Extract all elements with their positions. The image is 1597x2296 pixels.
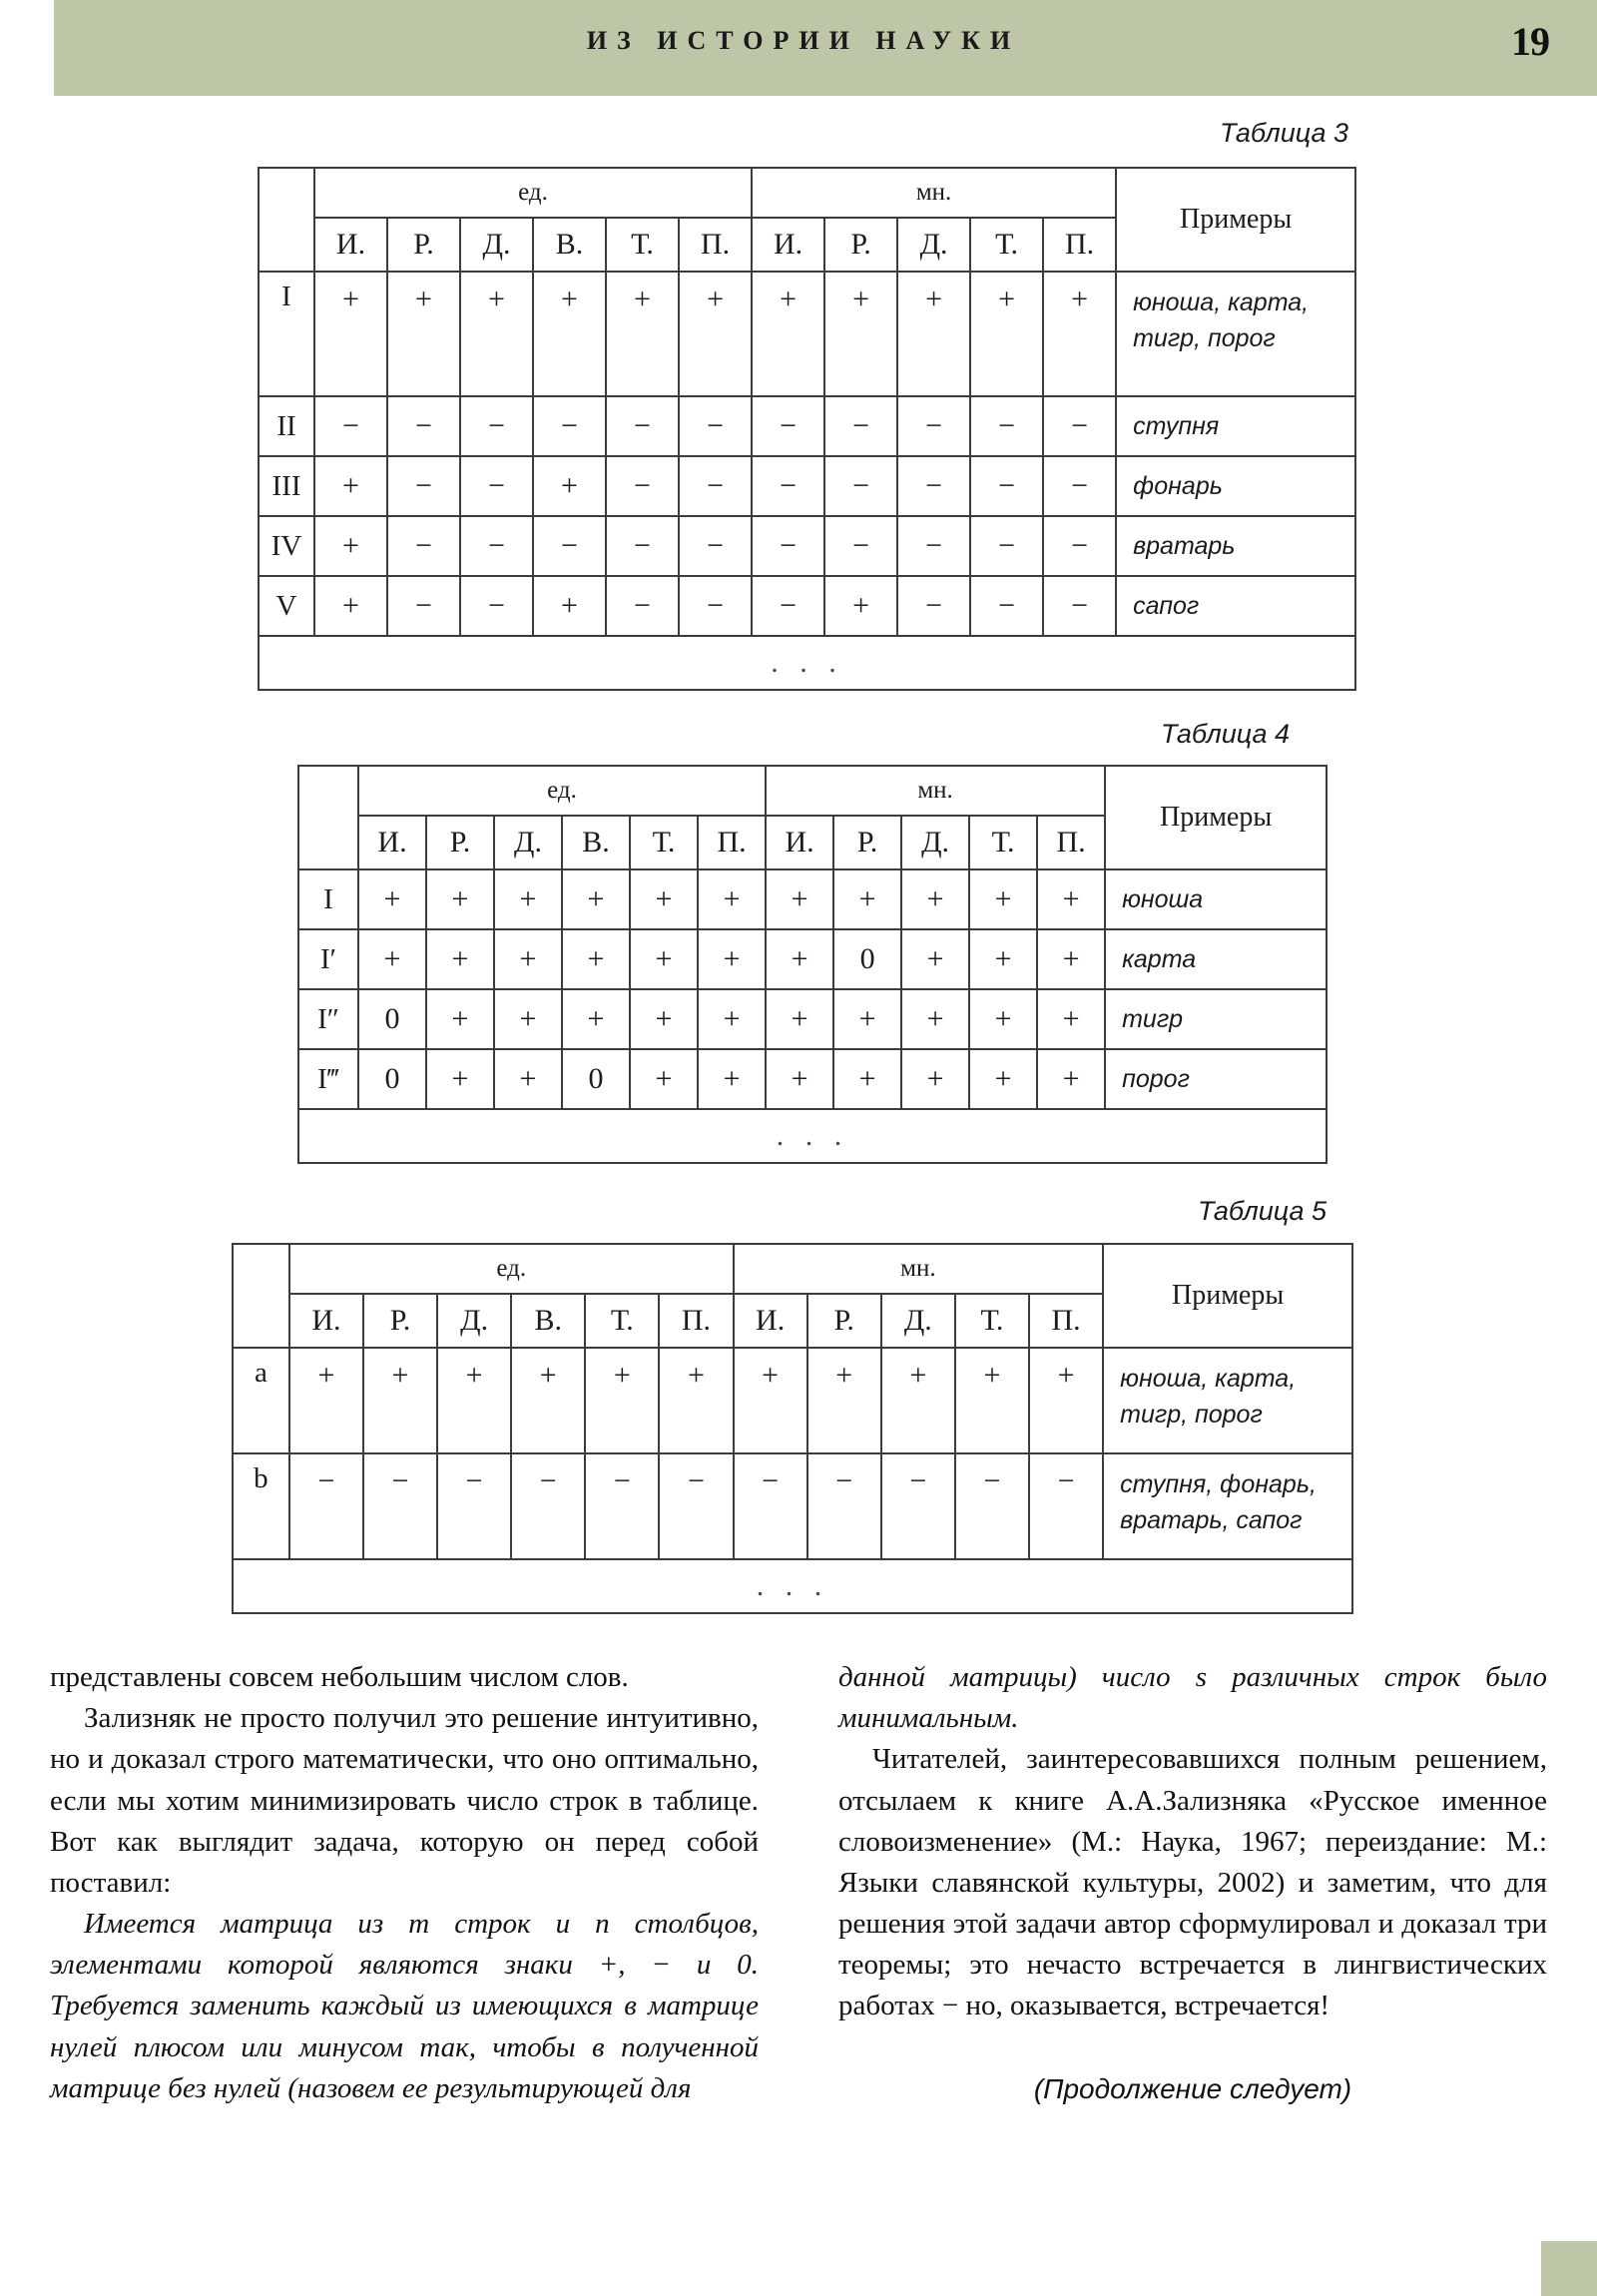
cell-value: +	[901, 1049, 969, 1109]
case-header-sg-2: Д.	[494, 816, 562, 869]
case-header-sg-2: Д.	[460, 218, 533, 272]
cell-value: −	[881, 1453, 955, 1559]
cell-value: +	[533, 272, 606, 396]
case-header-sg-3: В.	[562, 816, 630, 869]
case-header-pl-2: Д.	[881, 1294, 955, 1348]
cell-value: +	[1037, 989, 1105, 1049]
right-paragraph-0: данной матрицы) число s различных строк было минимальным.	[838, 1661, 1547, 1735]
cell-value: −	[679, 396, 752, 456]
cell-value: −	[897, 396, 970, 456]
table-row	[259, 576, 1355, 636]
cell-value: −	[679, 576, 752, 636]
table-4-caption: Таблица 4	[1161, 719, 1291, 749]
row-label-corner-cell	[259, 168, 314, 272]
cell-value: +	[630, 869, 698, 929]
cell-value: −	[824, 516, 897, 576]
ellipsis-cell: . . .	[298, 1109, 1327, 1163]
cell-value: +	[824, 576, 897, 636]
cell-value: −	[1043, 576, 1116, 636]
cell-value: +	[698, 869, 766, 929]
table-group-header-row	[233, 1244, 1352, 1294]
examples-header-cell: Примеры	[1105, 766, 1327, 869]
cell-value: +	[358, 869, 426, 929]
table-row	[298, 989, 1327, 1049]
cell-value: +	[659, 1348, 733, 1453]
cell-value: −	[387, 516, 460, 576]
cell-value: −	[970, 456, 1043, 516]
cell-value: −	[970, 576, 1043, 636]
row-label: V	[259, 576, 314, 636]
case-header-pl-0: И.	[752, 218, 824, 272]
cell-value: −	[606, 456, 679, 516]
cell-value: +	[766, 929, 833, 989]
page-title: ИЗ ИСТОРИИ НАУКИ	[586, 26, 1021, 55]
ellipsis-cell: . . .	[259, 636, 1355, 690]
cell-value: −	[897, 456, 970, 516]
case-header-sg-0: И.	[314, 218, 387, 272]
cell-value: +	[897, 272, 970, 396]
right-paragraph-2: (Продолжение следует)	[1033, 2072, 1352, 2104]
body-right-column	[838, 1657, 1547, 2108]
case-header-pl-4: П.	[1029, 1294, 1103, 1348]
cell-value: +	[562, 869, 630, 929]
cell-value: +	[752, 272, 824, 396]
table-ellipsis-row	[233, 1559, 1352, 1613]
row-label: I	[259, 272, 314, 396]
case-header-sg-1: Р.	[363, 1294, 437, 1348]
cell-value: −	[289, 1453, 363, 1559]
table-row	[233, 1348, 1352, 1453]
case-header-pl-1: Р.	[824, 218, 897, 272]
cell-value: −	[970, 516, 1043, 576]
table-row	[298, 869, 1327, 929]
table-row	[259, 516, 1355, 576]
cell-value: +	[901, 989, 969, 1049]
cell-value: −	[752, 576, 824, 636]
cell-value: +	[511, 1348, 585, 1453]
table-row	[298, 929, 1327, 989]
cell-value: +	[1029, 1348, 1103, 1453]
cell-value: +	[494, 929, 562, 989]
table-5-caption: Таблица 5	[1198, 1196, 1328, 1226]
row-examples: юноша, карта, тигр, порог	[1116, 272, 1355, 396]
row-label: III	[259, 456, 314, 516]
ellipsis-cell: . . .	[233, 1559, 1352, 1613]
case-header-pl-4: П.	[1037, 816, 1105, 869]
cell-value: 0	[358, 1049, 426, 1109]
cell-value: −	[533, 516, 606, 576]
cell-value: +	[314, 456, 387, 516]
cell-value: −	[897, 576, 970, 636]
cell-value: −	[752, 396, 824, 456]
cell-value: +	[387, 272, 460, 396]
right-paragraph-1: Читателей, заинтересовавшихся полным решением, отсылаем к книге А.А.Зализняка «Русское именное словоизменение» (М.: Наука, 1967; переиздание: М.: Языки славянской культуры, 2002) и заметим, что для решения этой задачи автор сформулировал и доказал три теоремы; это нечасто встречается в лингвистических работах − но, оказывается, встречается!	[838, 1743, 1547, 2022]
table-4	[297, 765, 1328, 1164]
cell-value: +	[969, 929, 1037, 989]
cell-value: +	[426, 1049, 494, 1109]
cell-value: +	[562, 989, 630, 1049]
table-5	[232, 1243, 1353, 1614]
row-examples: сапог	[1116, 576, 1355, 636]
cell-value: +	[494, 989, 562, 1049]
case-header-pl-1: Р.	[807, 1294, 881, 1348]
row-label: I‴	[298, 1049, 358, 1109]
cell-value: +	[314, 516, 387, 576]
cell-value: +	[630, 989, 698, 1049]
cell-value: +	[679, 272, 752, 396]
table-row	[259, 456, 1355, 516]
case-header-sg-5: П.	[679, 218, 752, 272]
cell-value: −	[970, 396, 1043, 456]
cell-value: +	[562, 929, 630, 989]
case-header-sg-3: В.	[533, 218, 606, 272]
row-examples: фонарь	[1116, 456, 1355, 516]
row-label: I′	[298, 929, 358, 989]
cell-value: +	[881, 1348, 955, 1453]
cell-value: −	[314, 396, 387, 456]
cell-value: −	[1043, 396, 1116, 456]
row-label: I	[298, 869, 358, 929]
cell-value: +	[533, 456, 606, 516]
cell-value: +	[824, 272, 897, 396]
row-examples: ступня	[1116, 396, 1355, 456]
cell-value: +	[1043, 272, 1116, 396]
page-number: 19	[1511, 19, 1549, 64]
cell-value: −	[460, 576, 533, 636]
row-label: II	[259, 396, 314, 456]
cell-value: +	[969, 869, 1037, 929]
cell-value: +	[833, 869, 901, 929]
body-left-column	[50, 1657, 759, 2109]
cell-value: +	[766, 989, 833, 1049]
table-3-caption: Таблица 3	[1220, 118, 1349, 148]
cell-value: −	[824, 396, 897, 456]
cell-value: +	[426, 989, 494, 1049]
row-label-corner-cell	[233, 1244, 289, 1348]
cell-value: +	[585, 1348, 659, 1453]
cell-value: −	[1029, 1453, 1103, 1559]
cell-value: +	[1037, 1049, 1105, 1109]
cell-value: −	[679, 456, 752, 516]
cell-value: +	[426, 929, 494, 989]
cell-value: +	[289, 1348, 363, 1453]
table-ellipsis-row	[259, 636, 1355, 690]
cell-value: +	[426, 869, 494, 929]
cell-value: −	[606, 516, 679, 576]
cell-value: −	[824, 456, 897, 516]
cell-value: −	[659, 1453, 733, 1559]
examples-header-cell: Примеры	[1116, 168, 1355, 272]
case-header-sg-2: Д.	[437, 1294, 511, 1348]
case-header-pl-3: Т.	[955, 1294, 1029, 1348]
table-ellipsis-row	[298, 1109, 1327, 1163]
cell-value: −	[511, 1453, 585, 1559]
case-header-pl-3: Т.	[970, 218, 1043, 272]
row-examples: тигр	[1105, 989, 1327, 1049]
case-header-sg-5: П.	[659, 1294, 733, 1348]
row-label: I″	[298, 989, 358, 1049]
cell-value: +	[766, 869, 833, 929]
cell-value: −	[679, 516, 752, 576]
cell-value: −	[734, 1453, 807, 1559]
cell-value: −	[533, 396, 606, 456]
cell-value: +	[833, 1049, 901, 1109]
cell-value: −	[437, 1453, 511, 1559]
cell-value: +	[358, 929, 426, 989]
case-header-pl-2: Д.	[901, 816, 969, 869]
cell-value: +	[969, 1049, 1037, 1109]
case-header-pl-4: П.	[1043, 218, 1116, 272]
cell-value: +	[494, 1049, 562, 1109]
left-paragraph-0: представлены совсем небольшим числом слов.	[50, 1661, 629, 1693]
cell-value: +	[606, 272, 679, 396]
case-header-pl-1: Р.	[833, 816, 901, 869]
cell-value: +	[901, 929, 969, 989]
cell-value: +	[969, 989, 1037, 1049]
case-header-sg-4: Т.	[585, 1294, 659, 1348]
left-paragraph-1: Зализняк не просто получил это решение интуитивно, но и доказал строго математически, что оно оптимально, если мы хотим минимизировать число строк в таблице. Вот как выглядит задача, которую он перед собой поставил:	[50, 1702, 759, 1899]
row-examples: ступня, фонарь, вратарь, сапог	[1103, 1453, 1352, 1559]
cell-value: +	[494, 869, 562, 929]
case-header-pl-3: Т.	[969, 816, 1037, 869]
cell-value: −	[897, 516, 970, 576]
cell-value: −	[752, 456, 824, 516]
cell-value: +	[901, 869, 969, 929]
row-label: b	[233, 1453, 289, 1559]
case-header-sg-4: Т.	[606, 218, 679, 272]
cell-value: +	[833, 989, 901, 1049]
cell-value: +	[533, 576, 606, 636]
cell-value: −	[387, 456, 460, 516]
cell-value: +	[970, 272, 1043, 396]
cell-value: 0	[358, 989, 426, 1049]
case-header-sg-3: В.	[511, 1294, 585, 1348]
group-header-singular: ед.	[289, 1244, 734, 1294]
table-group-header-row	[298, 766, 1327, 816]
examples-header-cell: Примеры	[1103, 1244, 1352, 1348]
cell-value: −	[606, 576, 679, 636]
case-header-sg-1: Р.	[426, 816, 494, 869]
cell-value: 0	[833, 929, 901, 989]
cell-value: 0	[562, 1049, 630, 1109]
cell-value: −	[752, 516, 824, 576]
row-examples: вратарь	[1116, 516, 1355, 576]
row-label: IV	[259, 516, 314, 576]
cell-value: −	[1043, 516, 1116, 576]
cell-value: −	[606, 396, 679, 456]
table-row	[259, 396, 1355, 456]
cell-value: −	[955, 1453, 1029, 1559]
corner-decoration-block	[1541, 2241, 1597, 2296]
left-paragraph-2: Имеется матрица из m строк и n столбцов, элементами которой являются знаки +, − и 0. Требуется заменить каждый из имеющихся в матрице нулей плюсом или минусом так, чтобы в полученной матрице без нулей (назовем ее результирующей для	[50, 1908, 759, 2104]
row-examples: карта	[1105, 929, 1327, 989]
cell-value: −	[1043, 456, 1116, 516]
case-header-sg-0: И.	[358, 816, 426, 869]
case-header-sg-4: Т.	[630, 816, 698, 869]
cell-value: −	[460, 516, 533, 576]
cell-value: +	[734, 1348, 807, 1453]
cell-value: +	[460, 272, 533, 396]
cell-value: −	[387, 396, 460, 456]
case-header-pl-0: И.	[734, 1294, 807, 1348]
cell-value: +	[314, 272, 387, 396]
cell-value: +	[698, 929, 766, 989]
cell-value: +	[630, 1049, 698, 1109]
cell-value: +	[363, 1348, 437, 1453]
group-header-plural: мн.	[752, 168, 1116, 218]
table-row	[233, 1453, 1352, 1559]
cell-value: +	[1037, 929, 1105, 989]
table-group-header-row	[259, 168, 1355, 218]
table-3	[258, 167, 1356, 691]
case-header-sg-5: П.	[698, 816, 766, 869]
cell-value: +	[437, 1348, 511, 1453]
group-header-singular: ед.	[358, 766, 766, 816]
group-header-plural: мн.	[766, 766, 1105, 816]
cell-value: −	[585, 1453, 659, 1559]
row-examples: порог	[1105, 1049, 1327, 1109]
cell-value: +	[630, 929, 698, 989]
cell-value: −	[363, 1453, 437, 1559]
cell-value: +	[698, 989, 766, 1049]
case-header-pl-2: Д.	[897, 218, 970, 272]
case-header-sg-1: Р.	[387, 218, 460, 272]
group-header-singular: ед.	[314, 168, 752, 218]
table-row	[298, 1049, 1327, 1109]
case-header-pl-0: И.	[766, 816, 833, 869]
cell-value: −	[807, 1453, 881, 1559]
cell-value: +	[955, 1348, 1029, 1453]
row-label: a	[233, 1348, 289, 1453]
cell-value: +	[698, 1049, 766, 1109]
table-row	[259, 272, 1355, 396]
cell-value: +	[1037, 869, 1105, 929]
cell-value: −	[460, 456, 533, 516]
row-label-corner-cell	[298, 766, 358, 869]
case-header-sg-0: И.	[289, 1294, 363, 1348]
cell-value: +	[314, 576, 387, 636]
cell-value: +	[766, 1049, 833, 1109]
group-header-plural: мн.	[734, 1244, 1104, 1294]
cell-value: −	[460, 396, 533, 456]
row-examples: юноша	[1105, 869, 1327, 929]
cell-value: +	[807, 1348, 881, 1453]
row-examples: юноша, карта, тигр, порог	[1103, 1348, 1352, 1453]
cell-value: −	[387, 576, 460, 636]
